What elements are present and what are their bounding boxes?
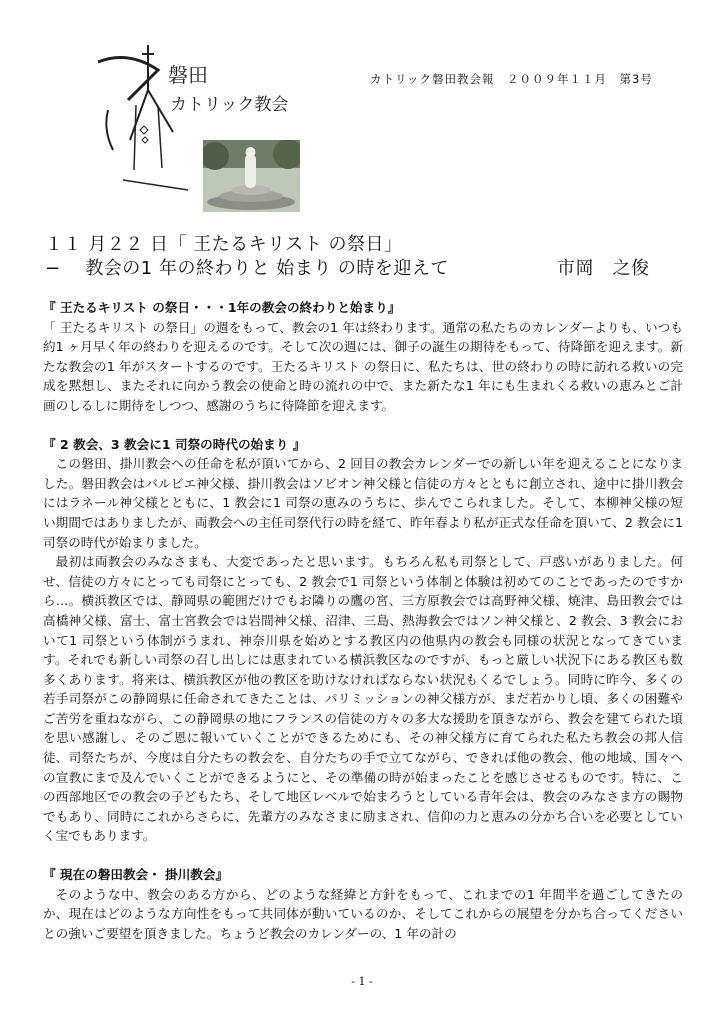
subtitle-text: − 教会の1 年の終わりと 始まり の時を迎えて bbox=[45, 258, 449, 279]
section-heading: 『 2 教会、3 教会に1 司祭の時代の始まり 』 bbox=[43, 436, 306, 452]
logo-text-line2: カトリック教会 bbox=[170, 95, 288, 115]
section-heading: 『 王たるキリスト の祭日・・・1年の教会の終わりと始まり』 bbox=[43, 300, 401, 315]
page-subtitle bbox=[45, 254, 650, 280]
paragraph: この磐田、掛川教会への任命を私が頂いてから、2 回目の教会カレンダーでの新しい年を迎えることになりました。磐田教会はバルビエ神父様、掛川教会はソビオン神父様と信徒の方々とともに創立され、途中に掛川教会にはラネール神父様とともに、1 教会に1 司祭の恵みのうちに、歩んでこられました。そして、本柳神父様の短い期間ではありましたが、両教会への主任司祭代行の時を経て、昨年春より私が正式な任命を頂いて、2 教会に1 司祭の時代が始まりました。 bbox=[43, 456, 683, 550]
logo-text-line1: 磐田 bbox=[168, 63, 208, 87]
paragraph: 最初は両教会のみなさまも、大変であったと思います。もちろん私も司祭として、戸惑いがありました。何せ、信徒の方々にとっても司祭にとっても、2 教会で1 司祭という体制と体験は初めてのことであったのですから…。横浜教区では、静岡県の範囲だけでもお隣りの鷹の宮、三方原教会では高野神父様、焼津、島田教会では高橋神父様、富士、富士宮教会では岩間神父様、沼津、三島、熱海教会ではソン神父様と、2 教会、3 教会において1 司祭という体制がうまれ、神奈川県を始めとする教区内の他県内の教会も同様の状況となってきています。それでも新しい司祭の召し出しには恵まれている横浜教区なのですが、もっと厳しい状況下にある教区も数多くあります。将来は、横浜教区が他の教区を助けなければならない状況もくるでしょう。同時に昨今、多くの若手司祭がこの静岡県に任命されてきたことは、パリミッションの神父様方が、まだ若かりし頃、多くの困難やご苦労を重ねながら、この静岡県の地にフランスの信徒の方々の多大な援助を頂きながら、教会を建てられた頃を思い感謝し、そのご恩に報いていくことができるためにも、その神父様方に育てられた私たち教会の邦人信徒、司祭たちが、今度は自分たちの教会を、自分たちの手で立てながら、できれば他の教会、他の地域、国々への宣教にまで及んでいくことができるようにと、その準備の時が始まったことを感じさせるものです。特に、この西部地区での教会の子どもたち、そして地区レベルで始まろうとしている青年会は、教会のみなさま方の賜物でもあり、同時にこれからさらに、先輩方のみなさまに励まされ、信仰の力と恵みの分かち合いを必要としていく宝でもあります。 bbox=[43, 554, 683, 844]
author-name: 市岡 之俊 bbox=[557, 258, 650, 279]
page-number: - 1 - bbox=[351, 975, 373, 988]
article-body bbox=[43, 298, 683, 943]
page-title: １１ 月２２ 日「 王たるキリスト の祭日」 bbox=[45, 234, 403, 255]
section-heading: 『 現在の磐田教会・ 掛川教会』 bbox=[43, 867, 229, 883]
paragraph: そのような中、教会のある方から、どのような経緯と方針をもって、これまでの1 年間半を過ごしてきたのか、現在はどのような方向性をもって共同体が動いているのか、そしてこれからの展望を分かち合ってくださいとの強いご要望を頂きました。ちょうど教会のカレンダーの、1 年の計の bbox=[43, 886, 683, 941]
paragraph: 「 王たるキリスト の祭日」の週をもって、教会の1 年は終わります。通常の私たちのカレンダーよりも、いつも約1 ヶ月早く年の終わりを迎えるのです。そして次の週には、御子の誕生の期待をもって、待降節を迎えます。新たな教会の1 年がスタートするのです。王たるキリスト の祭日に、私たちは、世の終わりの時に訪れる救いの完成を黙想し、またそれに向かう教会の使命と時の流れの中で、また新たな1 年にも生まれくる救いの恵みとご計画のしるしに期待をしつつ、感謝のうちに待降節を迎えます。 bbox=[43, 319, 683, 413]
statue-photo bbox=[203, 140, 300, 212]
newsletter-header: カトリック磐田教会報 ２００９年１１月 第3号 bbox=[370, 72, 653, 86]
